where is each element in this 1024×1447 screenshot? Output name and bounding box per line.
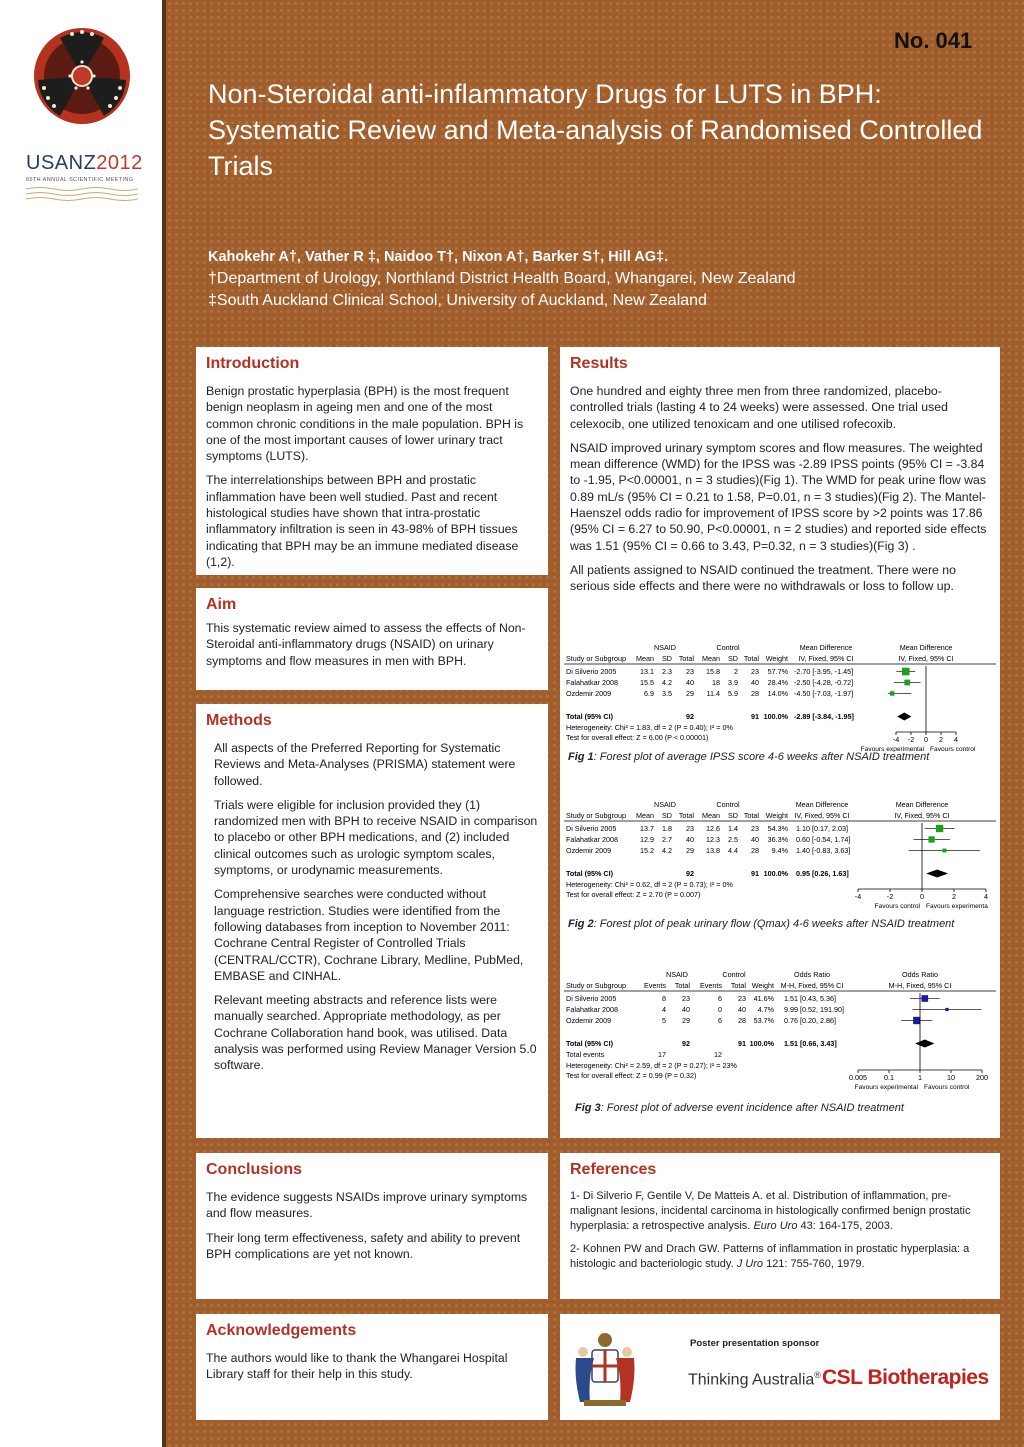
reference-citation: 121: 755-760, 1979. — [763, 1258, 865, 1270]
table-cell: 15.2 — [640, 846, 654, 855]
table-cell: 40 — [751, 678, 759, 687]
table-cell: 23 — [686, 824, 694, 833]
aim-paragraph: This systematic review aimed to assess the effects of Non-Steroidal anti-inflammatory drugs (NSAID) on urinary symptoms and flow measures in men with BPH. — [206, 621, 526, 668]
forest-plot-fig2 — [562, 797, 998, 915]
table-cell: 40 — [738, 1005, 746, 1014]
table-row-study: Di Silverio 2005 — [566, 824, 617, 833]
table-cell: 14.0% — [767, 689, 788, 698]
favours-left-label: Favours experimental — [860, 746, 924, 752]
heterogeneity-text: Heterogeneity: Chi² = 1.83, df = 2 (P = 0.40); I² = 0% — [566, 723, 733, 732]
effect-ci-text: -2.50 [-4.28, -0.72] — [794, 678, 854, 687]
total-n2: 91 — [751, 869, 759, 878]
effect-ci-text: 1.40 [-0.83, 3.63] — [796, 846, 851, 855]
table-cell: 28 — [738, 1016, 746, 1025]
table-cell: 5 — [662, 1016, 666, 1025]
x-tick-label: 0 — [920, 892, 924, 901]
decorative-waves — [26, 186, 138, 204]
methods-section — [196, 704, 548, 1138]
total-ci-text: -2.89 [-3.84, -1.95] — [794, 712, 854, 721]
total-n1: 92 — [686, 869, 694, 878]
total-n2: 91 — [738, 1039, 746, 1048]
pooled-diamond — [915, 1040, 934, 1048]
overall-effect-text: Test for overall effect: Z = 2.70 (P = 0.007) — [566, 890, 701, 899]
table-row-study: Falahatkar 2008 — [566, 1005, 618, 1014]
table-cell: 28 — [751, 689, 759, 698]
introduction-section — [196, 347, 548, 575]
point-estimate-square — [913, 1017, 920, 1024]
effect-ci-text: 9.99 [0.52, 191.90] — [784, 1005, 844, 1014]
column-header: Total — [674, 981, 690, 990]
reference-journal: J Uro — [736, 1258, 764, 1270]
fig2-label: Fig 2 — [568, 918, 594, 930]
effect-ci-text: 0.76 [0.20, 2.86] — [784, 1016, 836, 1025]
effect-ci-text: 1.51 [0.43, 5.36] — [784, 994, 836, 1003]
column-header: Events — [644, 981, 666, 990]
effect-subheader: IV, Fixed, 95% CI — [794, 811, 850, 820]
poster-number: No. 041 — [894, 28, 973, 53]
favours-right-label: Favours control — [930, 746, 976, 752]
table-cell: 28 — [751, 846, 759, 855]
total-events-label: Total events — [566, 1050, 605, 1059]
effect-ci-text: -4.50 [-7.03, -1.97] — [794, 689, 854, 698]
plot-header: Mean Difference — [899, 643, 953, 652]
usanz-logo-icon — [32, 18, 132, 138]
conclusions-section — [196, 1153, 548, 1299]
table-cell: 29 — [686, 846, 694, 855]
column-header: Study or Subgroup — [566, 811, 626, 820]
column-header: Mean — [702, 654, 720, 663]
total-n1: 92 — [686, 712, 694, 721]
table-cell: 23 — [682, 994, 690, 1003]
table-cell: 3.9 — [728, 678, 738, 687]
table-cell: 40 — [682, 1005, 690, 1014]
table-cell: 13.7 — [640, 824, 654, 833]
conclusions-paragraph: Their long term effectiveness, safety and ability to prevent BPH complications are yet not known. — [206, 1230, 521, 1261]
aim-section — [196, 588, 548, 690]
plot-subheader: IV, Fixed, 95% CI — [894, 811, 950, 820]
reference-citation: 43: 164-175, 2003. — [797, 1220, 893, 1232]
table-row-study: Di Silverio 2005 — [566, 994, 617, 1003]
total-n1: 92 — [682, 1039, 690, 1048]
fig3-caption — [575, 1102, 995, 1114]
column-header: Study or Subgroup — [566, 654, 626, 663]
table-cell: 6.9 — [644, 689, 654, 698]
methods-paragraph: Relevant meeting abstracts and reference lists were manually searched. Appropriate methodology, as per Cochrane Collaboration hand book, was utilised. Data analysis was performed using Review Manager Version 5.0 software. — [214, 993, 537, 1073]
column-header: Mean — [702, 811, 720, 820]
forest-plot-fig1 — [562, 640, 998, 752]
methods-paragraph: Comprehensive searches were conducted without language restriction. Studies were identified from the following databases from inception to November 2011: Cochrane Central Register of Controlled Trials (CENTRAL/CCTR), Cochrane Library, Medline, PubMed, EMBASE and CINHAL. — [214, 887, 524, 983]
coat-of-arms-icon — [570, 1328, 640, 1412]
table-row-study: Falahatkar 2008 — [566, 678, 618, 687]
favours-left-label: Favours control — [874, 903, 920, 910]
methods-paragraph: Trials were eligible for inclusion provided they (1) randomized men with BPH to receive NSAID in comparison to placebo or other BPH medications, and (2) included clinical outcomes such as urologic symptom scales, symptoms, or urodynamic measurements. — [214, 797, 538, 878]
plot-header: Odds Ratio — [902, 970, 938, 979]
table-cell: 41.6% — [753, 994, 774, 1003]
pooled-diamond — [897, 713, 911, 721]
total-events-1: 17 — [658, 1050, 666, 1059]
affiliation-1: †Department of Urology, Northland District Health Board, Whangarei, New Zealand — [208, 270, 796, 287]
table-cell: 2.7 — [662, 835, 672, 844]
group1-header: NSAID — [666, 970, 688, 979]
column-header: Total — [730, 981, 746, 990]
table-cell: 4 — [662, 1005, 666, 1014]
column-header: Total — [678, 811, 694, 820]
forest-plot-fig3 — [562, 967, 998, 1100]
point-estimate-square — [928, 836, 934, 842]
column-header: SD — [662, 654, 672, 663]
group2-header: Control — [716, 643, 740, 652]
table-cell: 40 — [686, 835, 694, 844]
table-cell: 29 — [682, 1016, 690, 1025]
total-label: Total (95% CI) — [566, 869, 613, 878]
methods-paragraph: All aspects of the Preferred Reporting for Systematic Reviews and Meta-Analyses (PRISMA) statement were followed. — [214, 741, 516, 788]
effect-ci-text: -2.70 [-3.95, -1.45] — [794, 667, 854, 676]
table-cell: 12.9 — [640, 835, 654, 844]
table-cell: 5.9 — [728, 689, 738, 698]
fig2-caption — [568, 918, 998, 930]
acknowledgements-section — [196, 1314, 548, 1420]
x-tick-label: -2 — [886, 892, 894, 901]
acknowledgements-heading: Acknowledgements — [206, 1322, 357, 1339]
point-estimate-square — [902, 668, 910, 676]
x-tick-label: 2 — [939, 735, 943, 744]
fig3-label: Fig 3 — [575, 1102, 601, 1114]
results-paragraph: All patients assigned to NSAID continued the treatment. There were no serious side effects and there were no withdrawals or loss to follow up. — [570, 562, 956, 594]
group1-header: NSAID — [654, 800, 676, 809]
column-header: Weight — [765, 654, 788, 663]
effect-header: Odds Ratio — [794, 970, 830, 979]
conclusions-heading: Conclusions — [206, 1161, 303, 1178]
point-estimate-square — [945, 1008, 948, 1011]
plot-subheader: M-H, Fixed, 95% CI — [888, 981, 952, 990]
total-events-2: 12 — [714, 1050, 722, 1059]
x-tick-label: 4 — [984, 892, 988, 901]
total-label: Total (95% CI) — [566, 712, 613, 721]
acknowledgements-paragraph: The authors would like to thank the Whangarei Hospital Library staff for their help in this study. — [206, 1351, 508, 1382]
table-cell: 4.7% — [757, 1005, 774, 1014]
table-cell: 15.5 — [640, 678, 654, 687]
table-cell: 54.3% — [767, 824, 788, 833]
table-cell: 36.3% — [767, 835, 788, 844]
fig3-caption-text: : Forest plot of adverse event incidence after NSAID treatment — [600, 1102, 904, 1114]
overall-effect-text: Test for overall effect: Z = 6.00 (P < 0.00001) — [566, 733, 709, 742]
table-cell: 2.5 — [728, 835, 738, 844]
logo-subtitle: 65TH ANNUAL SCIENTIFIC MEETING — [26, 177, 134, 183]
table-cell: 57.7% — [767, 667, 788, 676]
author-block — [208, 246, 1008, 312]
table-row-study: Ozdemir 2009 — [566, 1016, 612, 1025]
plot-header: Mean Difference — [895, 800, 949, 809]
table-cell: 1.8 — [662, 824, 672, 833]
total-weight: 100.0% — [763, 712, 788, 721]
overall-effect-text: Test for overall effect: Z = 0.99 (P = 0.32) — [566, 1071, 697, 1080]
table-cell: 13.1 — [640, 667, 654, 676]
table-cell: 8 — [662, 994, 666, 1003]
column-header: Events — [700, 981, 722, 990]
references-heading: References — [570, 1161, 657, 1178]
effect-ci-text: 1.10 [0.17, 2.03] — [796, 824, 848, 833]
plot-subheader: IV, Fixed, 95% CI — [898, 654, 954, 663]
point-estimate-square — [921, 995, 928, 1002]
column-header: Weight — [765, 811, 788, 820]
table-cell: 28.4% — [767, 678, 788, 687]
fig2-caption-text: : Forest plot of peak urinary flow (Qmax) 4-6 weeks after NSAID treatment — [593, 918, 955, 930]
table-cell: 40 — [751, 835, 759, 844]
column-header: Study or Subgroup — [566, 981, 626, 990]
column-header: SD — [728, 654, 738, 663]
table-cell: 12.6 — [706, 824, 720, 833]
table-cell: 18 — [712, 678, 720, 687]
results-paragraph: NSAID improved urinary symptom scores and flow measures. The weighted mean difference (WMD) for the IPSS was -2.89 IPSS points (95% CI = -3.84 to -1.95, P<0.00001, n = 3 studies)(Fig 1). The WMD for peak urine flow was 0.89 mL/s (95% CI = 0.21 to 1.58, P=0.01, n = 3 studies)(Fig 2). The Mantel-Haenszel odds radio for improvement of IPSS score by >2 points was 17.86 (95% CI = 6.27 to 50.90, P<0.00001, n = 2 studies) and reported side effects was 1.51 (95% CI = 0.66 to 3.43, P=0.32, n = 3 studies)(Fig 3) . — [570, 440, 987, 553]
effect-ci-text: 0.60 [-0.54, 1.74] — [796, 835, 851, 844]
effect-subheader: M-H, Fixed, 95% CI — [780, 981, 844, 990]
table-cell: 4.4 — [728, 846, 738, 855]
table-cell: 2 — [734, 667, 738, 676]
table-cell: 13.8 — [706, 846, 720, 855]
favours-left-label: Favours experimental — [854, 1084, 918, 1091]
table-cell: 1.4 — [728, 824, 738, 833]
group2-header: Control — [722, 970, 746, 979]
sponsor-section — [560, 1314, 1000, 1420]
table-cell: 9.4% — [771, 846, 788, 855]
table-cell: 12.3 — [706, 835, 720, 844]
group1-header: NSAID — [654, 643, 676, 652]
pooled-diamond — [926, 870, 948, 878]
introduction-heading: Introduction — [206, 355, 300, 372]
x-tick-label: 0.005 — [849, 1073, 867, 1082]
x-tick-label: 2 — [952, 892, 956, 901]
fig1-label: Fig 1 — [568, 751, 594, 763]
column-header: Total — [743, 811, 759, 820]
reference-item — [570, 1242, 990, 1272]
column-header: SD — [728, 811, 738, 820]
table-cell: 2.3 — [662, 667, 672, 676]
sponsor-tagline: Thinking Australia® — [688, 1370, 821, 1389]
column-header: Weight — [751, 981, 774, 990]
reference-item — [570, 1189, 990, 1234]
group2-header: Control — [716, 800, 740, 809]
total-label: Total (95% CI) — [566, 1039, 613, 1048]
column-header: SD — [662, 811, 672, 820]
introduction-paragraph: The interrelationships between BPH and prostatic inflammation have been well studied. Past and recent histological studies have shown that intra-prostatic inflammatory infiltration is seen in 43-98% of BPH tissues indicating that BPH may be an immune mediated disease (1,2). — [206, 473, 519, 569]
poster-title: Non-Steroidal anti-inflammatory Drugs for LUTS in BPH: Systematic Review and Meta-analysis of Randomised Controlled Trials — [208, 79, 983, 181]
fig1-caption-text: : Forest plot of average IPSS score 4-6 weeks after NSAID treatment — [593, 751, 930, 763]
table-cell: 0 — [718, 1005, 722, 1014]
sidebar — [0, 0, 166, 1447]
sponsor-tagline-text: Thinking Australia — [688, 1371, 815, 1389]
point-estimate-square — [904, 680, 910, 686]
total-weight: 100.0% — [763, 869, 788, 878]
x-tick-label: 4 — [954, 735, 958, 744]
effect-subheader: IV, Fixed, 95% CI — [798, 654, 854, 663]
table-cell: 40 — [686, 678, 694, 687]
results-heading: Results — [570, 355, 628, 372]
table-cell: 29 — [686, 689, 694, 698]
total-ci-text: 1.51 [0.66, 3.43] — [784, 1039, 837, 1048]
favours-right-label: Favours control — [924, 1084, 970, 1091]
table-cell: 23 — [751, 824, 759, 833]
references-section — [560, 1153, 1000, 1299]
table-cell: 23 — [751, 667, 759, 676]
column-header: Total — [678, 654, 694, 663]
table-row-study: Ozdemir 2009 — [566, 689, 612, 698]
x-tick-label: 0 — [924, 735, 928, 744]
x-tick-label: -2 — [907, 735, 915, 744]
heterogeneity-text: Heterogeneity: Chi² = 0.62, df = 2 (P = 0.73); I² = 0% — [566, 880, 733, 889]
table-cell: 53.7% — [753, 1016, 774, 1025]
x-tick-label: -4 — [892, 735, 900, 744]
table-cell: 11.4 — [706, 689, 720, 698]
table-cell: 6 — [718, 994, 722, 1003]
aim-heading: Aim — [206, 596, 237, 613]
column-header: Mean — [636, 811, 654, 820]
table-cell: 15.8 — [706, 667, 720, 676]
fig1-caption — [568, 751, 998, 763]
total-n2: 91 — [751, 712, 759, 721]
heterogeneity-text: Heterogeneity: Chi² = 2.59, df = 2 (P = 0.27); I² = 23% — [566, 1061, 737, 1070]
methods-heading: Methods — [206, 712, 272, 729]
x-tick-label: -4 — [854, 892, 862, 901]
table-cell: 4.2 — [662, 678, 672, 687]
reference-text: 2- Kohnen PW and Drach GW. Patterns of inflammation in prostatic hyperplasia: a histologic and bacteriologic study. — [570, 1243, 970, 1270]
effect-header: Mean Difference — [795, 800, 849, 809]
table-cell: 23 — [738, 994, 746, 1003]
column-header: Mean — [636, 654, 654, 663]
table-cell: 6 — [718, 1016, 722, 1025]
reference-journal: Euro Uro — [753, 1220, 798, 1232]
total-ci-text: 0.95 [0.26, 1.63] — [796, 869, 849, 878]
effect-header: Mean Difference — [799, 643, 853, 652]
table-cell: 4.2 — [662, 846, 672, 855]
conclusions-paragraph: The evidence suggests NSAIDs improve urinary symptoms and flow measures. — [206, 1190, 528, 1221]
logo-wordmark: USANZ2012 — [26, 152, 143, 174]
point-estimate-square — [890, 691, 894, 695]
x-tick-label: 1 — [918, 1073, 922, 1082]
point-estimate-square — [936, 825, 943, 832]
affiliation-2: ‡South Auckland Clinical School, University of Auckland, New Zealand — [208, 292, 707, 309]
x-tick-label: 10 — [947, 1073, 955, 1082]
column-header: Total — [743, 654, 759, 663]
favours-right-label: Favours experimenta — [926, 903, 988, 910]
introduction-paragraph: Benign prostatic hyperplasia (BPH) is the most frequent benign neoplasm in ageing men and one of the most common chronic conditions in the male population. BPH is one of the most important causes of lower urinary tract symptoms (LUTS). — [206, 384, 524, 464]
table-row-study: Di Silverio 2005 — [566, 667, 617, 676]
results-paragraph: One hundred and eighty three men from three randomized, placebo-controlled trials (lasting 4 to 24 weeks) were assessed. One trial used celexocib, one utilized tenoxicam and one utilised rofecoxib. — [570, 384, 948, 431]
sponsor-brand: CSL Biotherapies — [822, 1366, 989, 1389]
table-cell: 23 — [686, 667, 694, 676]
table-cell: 3.5 — [662, 689, 672, 698]
point-estimate-square — [942, 849, 946, 853]
x-tick-label: 0.1 — [884, 1073, 894, 1082]
sponsor-label: Poster presentation sponsor — [690, 1338, 820, 1349]
author-names: Kahokehr A†, Vather R ‡, Naidoo T†, Nixon A†, Barker S†, Hill AG‡. — [208, 249, 669, 265]
x-tick-label: 200 — [976, 1073, 988, 1082]
total-weight: 100.0% — [749, 1039, 774, 1048]
reference-text: 1- Di Silverio F, Gentile V, De Matteis A. et al. Distribution of inflammation, pre-malignant lesions, incidental carcinoma in histologically confirmed benign prostatic hyperplasia: a retrospective analysis. — [570, 1190, 971, 1232]
table-row-study: Falahatkar 2008 — [566, 835, 618, 844]
table-row-study: Ozdemir 2009 — [566, 846, 612, 855]
